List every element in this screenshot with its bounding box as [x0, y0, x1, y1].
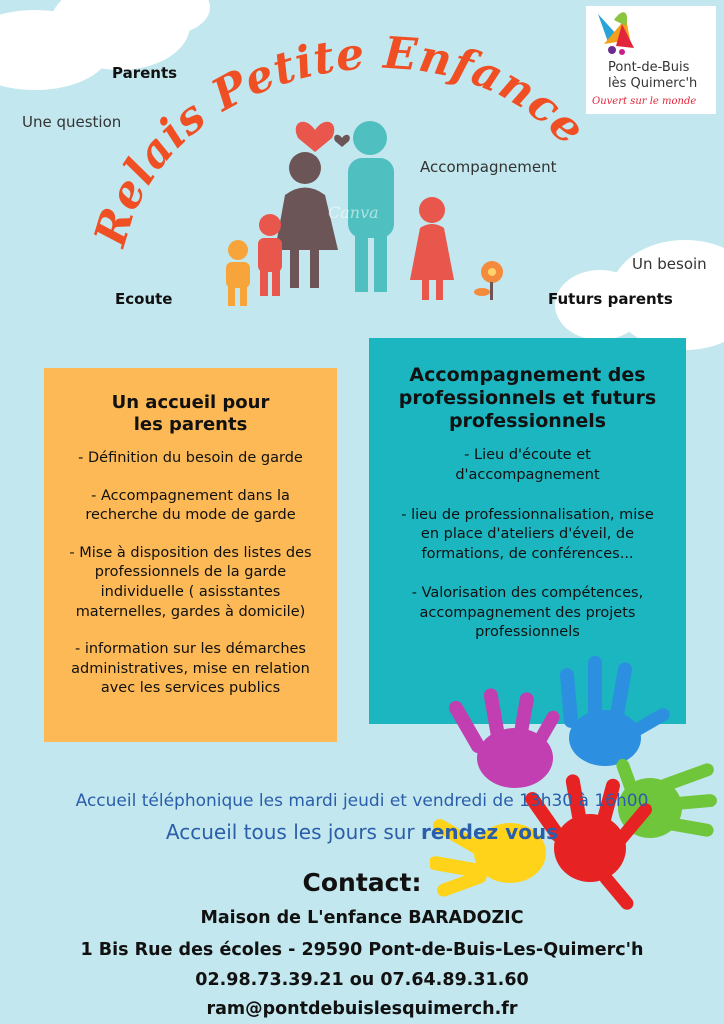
contact-place: Maison de L'enfance BARADOZIC — [200, 908, 524, 928]
pros-item: - Valorisation des compétences, accompagnement des projets professionnels — [411, 585, 644, 641]
word-un-besoin: Un besoin — [632, 255, 707, 273]
contact-email[interactable]: ram@pontdebuislesquimerch.fr — [206, 999, 518, 1019]
word-futurs-parents: Futurs parents — [548, 290, 673, 308]
appointment-prefix: Accueil tous les jours sur — [165, 820, 421, 844]
phone-hours-text: Accueil téléphonique les mardi jeudi et vendredi de 13h30 à 16h00 — [75, 791, 649, 811]
contact-heading: Contact: — [302, 868, 422, 897]
word-ecoute: Ecoute — [115, 290, 173, 308]
logo-name-line2: lès Quimerc'h — [608, 76, 698, 91]
word-une-question: Une question — [22, 113, 122, 131]
word-parents: Parents — [112, 64, 178, 82]
heart-icon — [296, 122, 335, 152]
word-accompagnement: Accompagnement — [420, 158, 557, 176]
parents-info-box — [44, 368, 337, 742]
family-illustration — [210, 100, 520, 315]
logo-name-line1: Pont-de-Buis — [608, 60, 690, 75]
contact-address: 1 Bis Rue des écoles - 29590 Pont-de-Buis-Les-Quimerc'h — [80, 940, 644, 960]
appointment-text — [0, 820, 724, 844]
parents-item: - Accompagnement dans la recherche du mode de garde — [85, 487, 296, 524]
logo-tagline: Ouvert sur le monde — [592, 96, 697, 107]
page-title: Relais Petite Enfance — [84, 27, 596, 252]
pros-box-heading: Accompagnement des professionnels et futurs professionnels — [398, 364, 657, 432]
watermark-text: Canva — [328, 203, 379, 222]
parents-box-heading: Un accueil pour les parents — [111, 392, 270, 435]
small-heart-icon — [334, 135, 350, 147]
pros-item: - Lieu d'écoute et d'accompagnement — [455, 447, 600, 483]
appointment-bold: rendez vous — [421, 820, 559, 844]
contact-phones[interactable]: 02.98.73.39.21 ou 07.64.89.31.60 — [195, 970, 529, 990]
pros-item: - lieu de professionnalisation, mise en place d'ateliers d'éveil, de formations, de conférences... — [401, 506, 654, 562]
parents-item: - Définition du besoin de garde — [78, 450, 303, 467]
parents-item: - information sur les démarches administratives, mise en relation avec les services publics — [71, 641, 310, 697]
parents-item: - Mise à disposition des listes des professionnels de la garde individuelle ( asisstantes maternelles, gardes à domicile) — [69, 544, 312, 620]
